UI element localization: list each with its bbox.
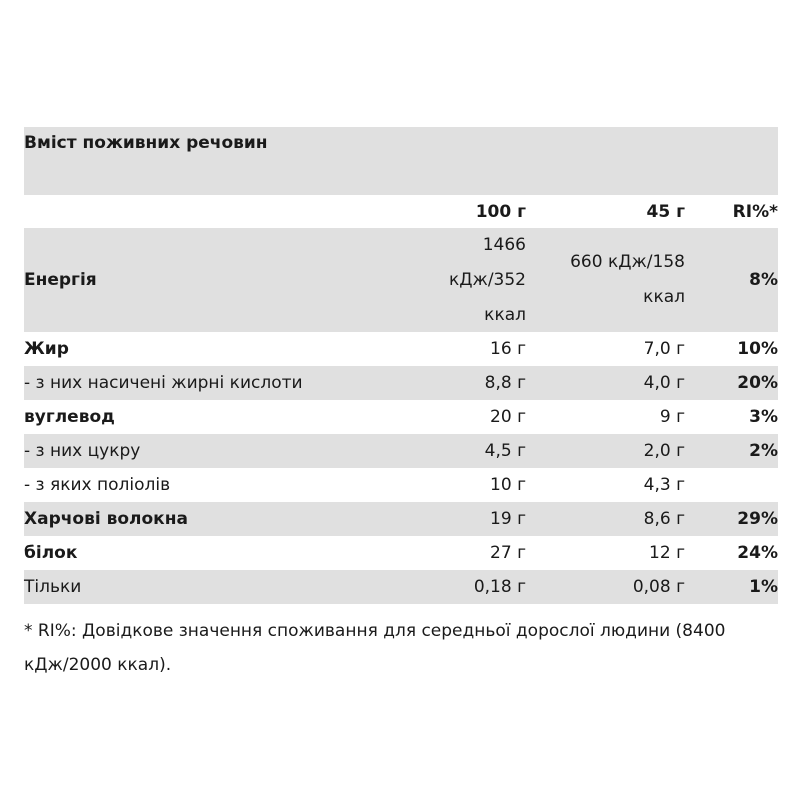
energy-per45-line: ккал	[643, 287, 685, 307]
energy-per100	[382, 228, 526, 333]
row-label: - з яких поліолів	[24, 475, 171, 495]
table-row	[24, 332, 778, 366]
row-per100: 27 г	[490, 543, 526, 563]
row-label: Тільки	[24, 577, 82, 597]
table-row	[24, 400, 778, 434]
energy-row	[24, 228, 778, 332]
row-per45: 0,08 г	[632, 577, 685, 597]
row-label: білок	[24, 543, 78, 563]
table-row	[24, 434, 778, 468]
row-per100: 16 г	[490, 339, 526, 359]
row-per45: 12 г	[649, 543, 685, 563]
nutrition-table	[24, 127, 778, 604]
row-per100: 8,8 г	[484, 373, 526, 393]
row-ri: 3%	[749, 407, 778, 427]
table-title: Вміст поживних речовин	[24, 127, 778, 195]
energy-per45	[526, 245, 685, 315]
row-label: Харчові волокна	[24, 509, 188, 529]
row-per100: 0,18 г	[473, 577, 526, 597]
row-ri: 10%	[737, 339, 778, 359]
row-label: - з них насичені жирні кислоти	[24, 373, 303, 393]
row-per45: 4,3 г	[643, 475, 685, 495]
row-per45: 8,6 г	[643, 509, 685, 529]
energy-per100-line: кДж/352	[448, 269, 526, 290]
row-per45: 7,0 г	[643, 339, 685, 359]
nutrient-rows	[24, 332, 778, 604]
row-per100: 20 г	[490, 407, 526, 427]
row-per100: 10 г	[490, 475, 526, 495]
row-label: Жир	[24, 339, 69, 359]
table-row	[24, 502, 778, 536]
energy-label: Енергія	[24, 270, 97, 290]
row-label: вуглевод	[24, 407, 115, 427]
table-row	[24, 570, 778, 604]
header-ri: RI%*	[732, 201, 778, 222]
row-ri: 1%	[749, 577, 778, 597]
row-per45: 4,0 г	[643, 373, 685, 393]
row-per45: 2,0 г	[643, 441, 685, 461]
footnote: * RI%: Довідкове значення споживання для середньої дорослої людини (8400 кДж/2000 ккал).	[24, 621, 726, 675]
row-ri: 24%	[737, 543, 778, 563]
row-ri: 20%	[737, 373, 778, 393]
energy-per100-line: ккал	[484, 304, 526, 325]
row-label: - з них цукру	[24, 441, 141, 461]
row-ri: 2%	[749, 441, 778, 461]
row-ri: 29%	[737, 509, 778, 529]
row-per45: 9 г	[659, 407, 685, 427]
header-per45: 45 г	[646, 201, 685, 222]
table-row	[24, 536, 778, 570]
header-per100: 100 г	[475, 201, 526, 222]
energy-ri: 8%	[749, 270, 778, 290]
column-header-row	[24, 195, 778, 228]
row-per100: 4,5 г	[484, 441, 526, 461]
energy-per45-line: 660 кДж/158	[570, 252, 685, 272]
row-per100: 19 г	[490, 509, 526, 529]
table-row	[24, 468, 778, 502]
energy-per100-line: 1466	[482, 234, 526, 255]
table-row	[24, 366, 778, 400]
